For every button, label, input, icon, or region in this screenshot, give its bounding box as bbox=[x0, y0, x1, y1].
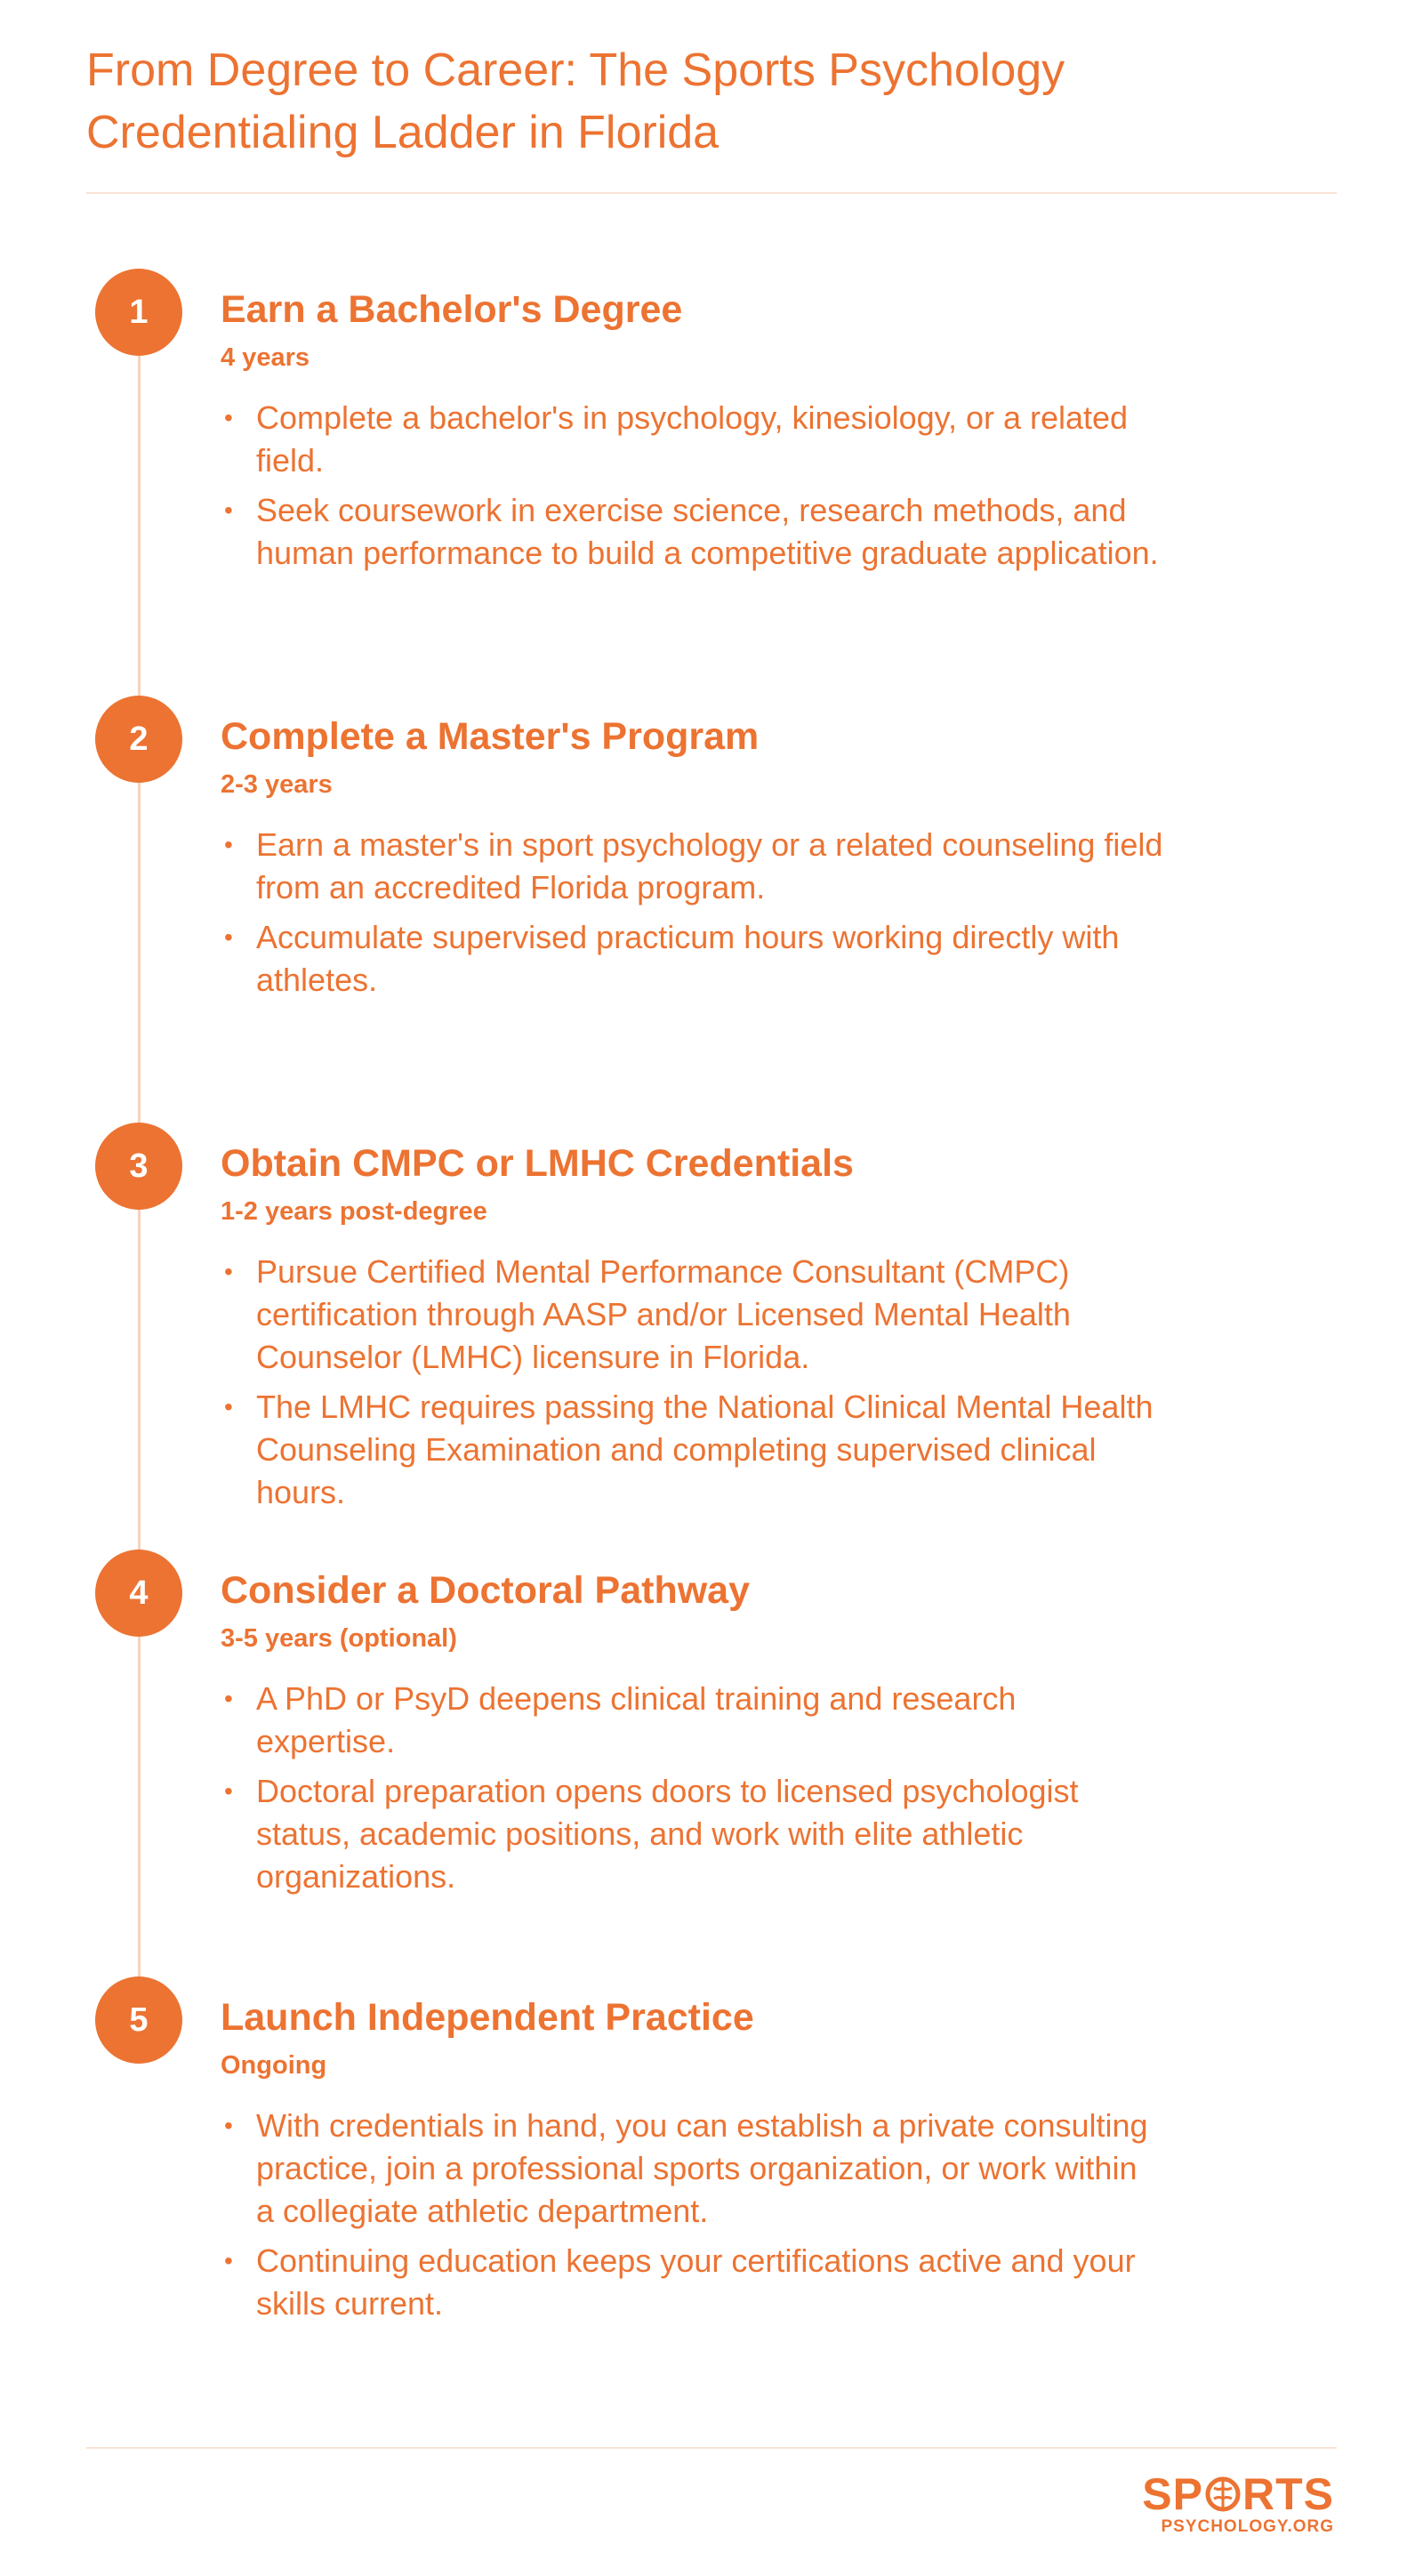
step-duration: 4 years bbox=[221, 343, 310, 372]
logo-text-left: SP bbox=[1142, 2469, 1203, 2519]
bullet-icon: • bbox=[224, 1777, 233, 1805]
bullet-item bbox=[221, 824, 1163, 909]
step-duration: 1-2 years post-degree bbox=[221, 1197, 487, 1226]
bullet-icon: • bbox=[224, 496, 233, 524]
bullet-item bbox=[221, 489, 1163, 575]
bullet-icon: • bbox=[224, 1258, 233, 1285]
step-bullet-list bbox=[221, 1251, 1163, 1521]
step-duration: 3-5 years (optional) bbox=[221, 1624, 457, 1653]
bullet-text: Earn a master's in sport psychology or a related counseling field from an accredited Florida program. bbox=[256, 826, 1163, 906]
bullet-item bbox=[221, 1770, 1163, 1898]
step-number-badge: 1 bbox=[95, 269, 182, 356]
bullet-text: Continuing education keeps your certifications active and your skills current. bbox=[256, 2242, 1136, 2322]
bullet-text: Accumulate supervised practicum hours working directly with athletes. bbox=[256, 919, 1120, 998]
step-title: Consider a Doctoral Pathway bbox=[221, 1569, 750, 1612]
step-number-badge: 5 bbox=[95, 1976, 182, 2064]
bullet-text: Complete a bachelor's in psychology, kinesiology, or a related field. bbox=[256, 399, 1129, 479]
bullet-item bbox=[221, 2240, 1163, 2325]
bullet-icon: • bbox=[224, 923, 233, 951]
step-number-badge: 3 bbox=[95, 1123, 182, 1210]
bullet-item bbox=[221, 916, 1163, 1002]
bullet-icon: • bbox=[224, 1685, 233, 1712]
bullet-text: With credentials in hand, you can establish a private consulting practice, join a professional sports organization, or work within a collegiate athletic department. bbox=[256, 2107, 1148, 2229]
bullet-item bbox=[221, 2105, 1163, 2233]
logo-subtext: PSYCHOLOGY.ORG bbox=[1161, 2517, 1334, 2536]
bullet-text: Doctoral preparation opens doors to licensed psychologist status, academic positions, and work with elite athletic organizations. bbox=[256, 1773, 1079, 1895]
step-title: Earn a Bachelor's Degree bbox=[221, 288, 683, 331]
top-divider bbox=[86, 192, 1337, 194]
logo-text-right: RTS bbox=[1242, 2469, 1334, 2519]
page-title: From Degree to Career: The Sports Psychology Credentialing Ladder in Florida bbox=[86, 44, 1065, 158]
bullet-icon: • bbox=[224, 2112, 233, 2139]
bullet-text: The LMHC requires passing the National Clinical Mental Health Counseling Examination and completing supervised clinical hours. bbox=[256, 1389, 1154, 1510]
bullet-icon: • bbox=[224, 404, 233, 431]
step-title: Complete a Master's Program bbox=[221, 715, 760, 758]
bullet-icon: • bbox=[224, 831, 233, 858]
bullet-text: Pursue Certified Mental Performance Consultant (CMPC) certification through AASP and/or Licensed Mental Health Counselor (LMHC) licensure in Florida. bbox=[256, 1253, 1071, 1375]
logo-wordmark bbox=[1142, 2471, 1334, 2517]
bottom-divider bbox=[86, 2447, 1337, 2449]
step-title: Launch Independent Practice bbox=[221, 1996, 754, 2039]
bullet-item bbox=[221, 397, 1163, 482]
step-bullet-list bbox=[221, 824, 1163, 1009]
sportspsychology-logo[interactable] bbox=[1121, 2471, 1334, 2537]
bullet-icon: • bbox=[224, 2247, 233, 2274]
step-title: Obtain CMPC or LMHC Credentials bbox=[221, 1142, 854, 1185]
bullet-item bbox=[221, 1386, 1163, 1514]
step-bullet-list bbox=[221, 2105, 1163, 2332]
step-number-badge: 2 bbox=[95, 696, 182, 783]
brain-icon bbox=[1204, 2475, 1242, 2513]
step-number-badge: 4 bbox=[95, 1550, 182, 1637]
bullet-text: Seek coursework in exercise science, research methods, and human performance to build a competitive graduate application. bbox=[256, 492, 1159, 571]
bullet-text: A PhD or PsyD deepens clinical training and research expertise. bbox=[256, 1680, 1017, 1759]
step-duration: 2-3 years bbox=[221, 770, 333, 799]
bullet-item bbox=[221, 1251, 1163, 1379]
bullet-item bbox=[221, 1678, 1163, 1763]
bullet-icon: • bbox=[224, 1393, 233, 1421]
step-bullet-list bbox=[221, 1678, 1163, 1905]
step-duration: Ongoing bbox=[221, 2051, 327, 2080]
step-bullet-list bbox=[221, 397, 1163, 582]
